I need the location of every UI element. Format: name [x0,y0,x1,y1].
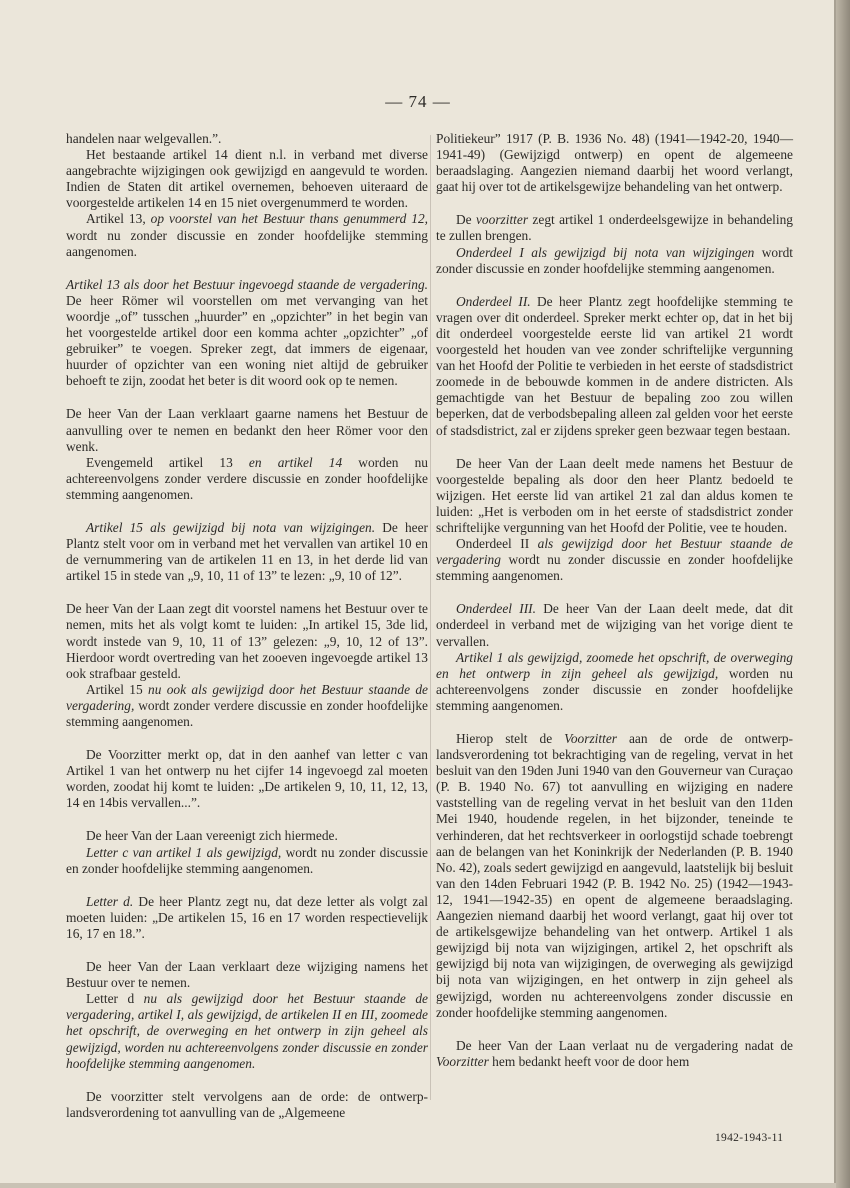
paragraph-text: De voorzitter stelt vervolgens aan de orde: de ontwerp-landsverordening tot aanvulling van de „Algemeene [66,1088,428,1120]
paragraph-text: wordt nu zonder discussie en zonder hoofdelijke stemming aangenomen. [436,552,793,584]
footer-code: 1942-1943-11 [715,1132,784,1144]
paragraph [436,212,793,244]
paragraph [66,828,428,844]
italic-phrase: Onderdeel I als gewijzigd bij nota van wijzigingen [456,244,755,260]
paragraph-text: wordt zonder discussie en zonder hoofdelijke stemming aangenomen. [436,244,793,276]
paragraph [66,147,428,211]
paragraph [66,747,428,811]
paragraph [436,601,793,649]
italic-phrase: op voorstel van het Bestuur thans genummerd 12, [150,211,428,227]
scan-edge [836,0,850,1188]
italic-phrase: als gewijzigd door het Bestuur staande de vergadering [436,536,793,568]
paragraph-text: Hierop stelt de [456,731,565,746]
paragraph [66,959,428,991]
paragraph-text: Letter d [86,991,144,1007]
paragraph [66,131,428,147]
italic-phrase: Artikel 13 als door het Bestuur ingevoegd staande de vergadering. [66,276,428,292]
paragraph-text: Het bestaande artikel 14 dient n.l. in verband met diverse aangebrachte wijzigingen ook gewijzigd en aangevuld te worden. Indien de Staten dit artikel overnemen, behoeven uiteraard de voorgestelde artikelen 14 en 15 niet overgenummerd te worden. [66,147,428,211]
paragraph-text: zegt artikel 1 onderdeelsgewijze in behandeling te zullen brengen. [436,212,793,244]
paragraph [436,1038,793,1070]
italic-phrase: nu als gewijzigd door het Bestuur staande de vergadering, artikel I, als gewijzigd, de artikelen II en III, zoomede het opschrift, de overweging en het ontwerp in zijn geheel als gewijzigd, worden nu achtereenvolgens zonder discussie en zonder hoofdelijke stemming aangenomen. [66,991,428,1071]
paragraph [66,211,428,259]
paragraph-text: De heer Van der Laan deelt mede, dat dit onderdeel in verband met de wijziging van het vorige dient te vervallen. [436,601,794,649]
paragraph-text: Artikel 15 [86,681,148,697]
paragraph-text: De heer Plantz zegt nu, dat deze letter als volgt zal moeten luiden: „De artikelen 15, 16 en 17 worden respectievelijk 16, 17 en 18.”. [66,893,428,941]
paragraph [436,245,793,277]
paragraph-text: wordt zonder verdere discussie en zonder hoofdelijke stemming aangenomen. [66,697,428,729]
paragraph [436,731,793,1021]
italic-phrase: Onderdeel III. [456,601,536,617]
italic-phrase: Artikel 1 als gewijzigd, zoomede het opschrift, de overweging en het ontwerp in zijn geheel als gewijzigd, [436,649,793,681]
paragraph-text: De heer Van der Laan zegt dit voorstel namens het Bestuur over te nemen, mits het als volgt komt te luiden: „In artikel 15, 3de lid, wordt instede van 9, 10, 11 of 13” gelezen: „9, 10, 12 of 13”. Hierdoor wordt overtreding van het zooeven ingevoegde artikel 13 ook strafbaar gesteld. [66,601,428,681]
paragraph [66,455,428,503]
paragraph-text: De heer Van der Laan verklaart deze wijziging namens het Bestuur over te nemen. [66,959,428,991]
italic-phrase: Artikel 15 als gewijzigd bij nota van wijzigingen. [86,519,376,535]
italic-phrase: en artikel 14 [248,454,343,470]
paragraph-text: De Voorzitter merkt op, dat in den aanhef van letter c van Artikel 1 van het ontwerp nu het cijfer 14 ingevoegd zal moeten worden, zoodat hij komt te luiden: „De artikelen 9, 10, 11, 12, 13, 14 en 14bis vervallen...”. [66,747,428,811]
paragraph-text: worden nu achtereenvolgens zonder discussie en zonder hoofdelijke stemming aangenomen. [436,665,793,713]
paragraph-text: handelen naar welgevallen.”. [66,131,222,146]
paragraph-text: Politiekeur” 1917 (P. B. 1936 No. 48) (1941—1942-20, 1940—1941-49) (Gewijzigd ontwerp) en opent de algemeene beraadslaging. Aangezien niemand daarbij het woord verlangt, gaat hij over tot de artikelsgewijze behandeling van het ontwerp. [436,131,793,195]
paragraph [66,406,428,454]
paragraph [66,520,428,584]
paragraph-text: worden nu achtereenvolgens zonder verdere discussie en zonder hoofdelijke stemming aangenomen. [66,454,428,502]
paragraph [66,894,428,942]
paragraph-text: De heer Van der Laan verlaat nu de vergadering nadat de [456,1037,793,1053]
paragraph-text: De heer Van der Laan verklaart gaarne namens het Bestuur de aanvulling over te nemen en bedankt den heer Römer voor den wenk. [66,406,428,454]
paragraph-text: Evengemeld artikel 13 [86,454,249,470]
left-column [66,131,428,1121]
paragraph [436,131,793,195]
paragraph-text: De heer Van der Laan vereenigt zich hiermede. [86,828,338,844]
paragraph-text: De heer Römer wil voorstellen om met vervanging van het woordje „of” tusschen „huurder” en „opzichter” in het begin van het voorgestelde artikel door een komma achter „opzichter” „of gebruiker” te voegen. Spreker zegt, dat immers de eigenaar, huurder of opzichter van een woning niet altijd de gebruiker behoeft te zijn, zoodat het beter is dit woord ook op te nemen. [66,292,428,389]
paragraph [436,294,793,439]
paragraph [436,456,793,536]
italic-phrase: Onderdeel II. [456,293,531,309]
paragraph [436,650,793,714]
right-column [436,131,793,1070]
paragraph [66,277,428,390]
paragraph-text: De heer Plantz stelt voor om in verband met het vervallen van artikel 10 en de vernummering van de artikelen 11 en 13, in het derde lid van artikel 15 in stede van „9, 10, 11 of 13” te lezen: „9, 10 of 12”. [66,519,428,584]
paragraph [436,536,793,584]
page-number: — 74 — [385,92,451,111]
paragraph [66,845,428,877]
italic-phrase: Letter c van artikel 1 als gewijzigd, [86,844,282,860]
italic-phrase: Voorzitter [564,731,617,746]
paragraph-text: De heer Van der Laan deelt mede namens het Bestuur de voorgestelde bepaling als door den heer Plantz bedoeld te wijzigen. Het eerste lid van artikel 21 zal dan aldus komen te luiden: „Het is verboden om in het eerste of stadsdistrict zonder schriftelijke vergunning van het Hoofd der Politie, vee te houden. [436,455,793,535]
paragraph-text: Artikel 13, [86,211,151,227]
paragraph-text: hem bedankt heeft voor de door hem [488,1053,690,1069]
paragraph-text: wordt nu zonder discussie en zonder hoofdelijke stemming aangenomen. [66,844,428,876]
italic-phrase: Letter d. [86,893,134,909]
paragraph-text: wordt nu zonder discussie en zonder hoofdelijke stemming aangenomen. [66,227,428,259]
italic-phrase: Voorzitter [436,1053,489,1069]
paragraph-text: De heer Plantz zegt hoofdelijke stemming te vragen over dit onderdeel. Spreker merkt echter op, dat in het bij dit onderdeel voorgestelde eerste lid van artikel 21 wordt voorgesteld het houden van vee zonder schriftelijke vergunning van het Hoofd der Politie te verbieden in het eerste of stadsdistrict zoomede in de bebouwde kommen in de andere districten. Als gemachtigde van het Bestuur de bepaling zoo zou willen beperken, dat de verbodsbepaling alleen zal gelden voor het eerste of stadsdistrict, zal er zijdens spreker geen bezwaar tegen bestaan. [436,293,793,438]
paragraph [66,991,428,1071]
italic-phrase: voorzitter [475,212,529,228]
paragraph-text: aan de orde de ontwerp-landsverordening tot bekrachtiging van de regeling, vervat in het besluit van den 19den Juni 1940 van den Gouverneur van Curaçao (P. B. 1940 No. 67) tot aanvulling en wijziging en nadere vaststelling van de regeling vervat in het besluit van den 11den Mei 1940, houdende regelen, in het bijzonder, teneinde te verhinderen, dat het rechtsverkeer in oorlogstijd schade toebrengt aan de belangen van het Koninkrijk der Nederlanden (P. B. 1940 No. 42), zoals sedert gewijzigd en aangevuld, laatstelijk bij besluit van den 14den Februari 1942 (P. B. 1942 No. 25) (1942—1943-12, 1941—1942-35) en opent de algemeene beraadslaging. Aangezien niemand daarbij het woord verlangt, gaat hij over tot de artikelsgewijze behandeling van het ontwerp. Artikel 1 als gewijzigd bij nota van wijzigingen, artikel 2, het opschrift als gewijzigd bij nota van wijzigingen, de overweging als gewijzigd bij nota van wijzigingen, en het ontwerp in zijn geheel als gewijzigd, worden nu achtereenvolgens zonder discussie en zonder hoofdelijke stemming aangenomen. [436,731,793,1020]
paragraph-text: De [456,212,476,228]
italic-phrase: nu ook als gewijzigd door het Bestuur staande de vergadering, [66,681,428,713]
paragraph [66,601,428,681]
paragraph-text: Onderdeel II [456,536,538,552]
paragraph [66,682,428,730]
paragraph [66,1089,428,1121]
column-divider [430,135,431,1100]
